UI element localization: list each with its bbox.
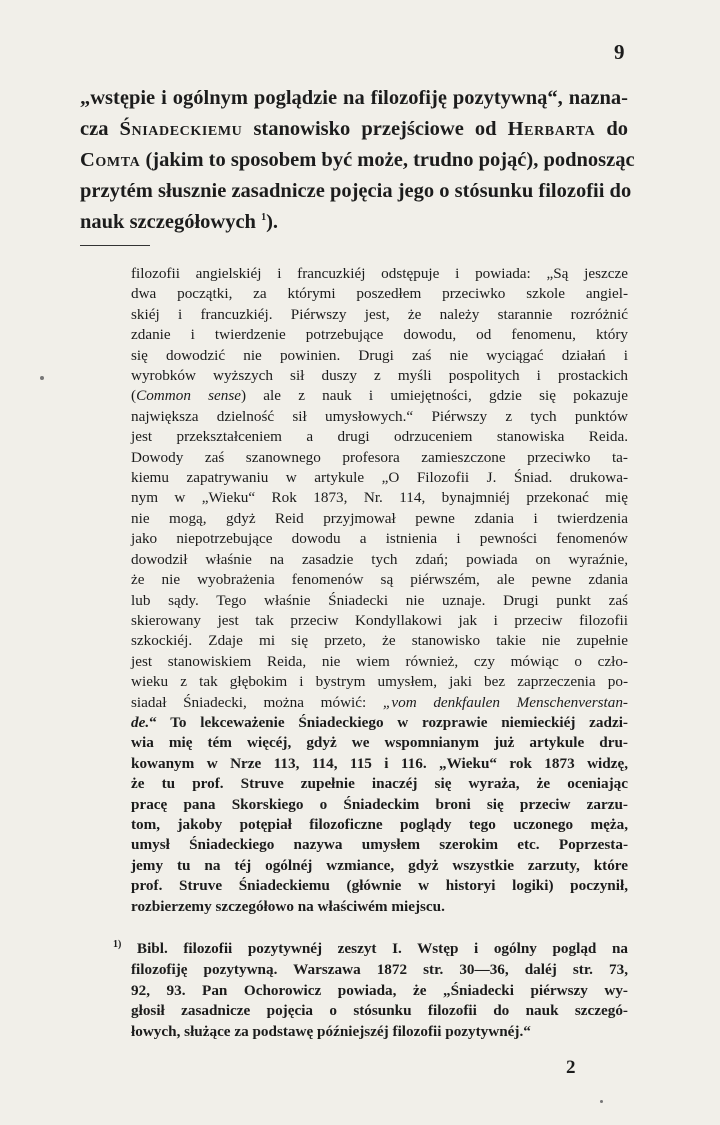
footnote-continuation — [131, 264, 628, 917]
italic-quote: de. — [131, 713, 150, 731]
footnote-line: jest przekształceniem a drugi odrzuceniem stanowiska Reida. — [131, 428, 628, 446]
footnote-line: wyrobków wyższych sił duszy z myśli pospolitych i prostackich — [131, 367, 628, 385]
text-fragment: ) ale z nauk i umiejętności, gdzie się pokazuje — [241, 387, 628, 405]
text-fragment: do — [595, 118, 629, 140]
footnote-line: pracę pana Skorskiego o Śniadeckim broni się przeciw zarzu- — [131, 795, 628, 813]
footnote-divider — [80, 245, 150, 246]
italic-phrase: Common sense — [136, 387, 242, 405]
text-fragment: siadał Śniadecki, można mówić: — [131, 693, 383, 711]
footnote-line: dwa początki, za którymi poszedłem przeciwko szkole angiel- — [131, 285, 628, 303]
footnote-line: zdanie i twierdzenie potrzebujące dowodu, od fenomenu, który — [131, 326, 628, 344]
main-paragraph — [80, 83, 635, 238]
footnote-line: głosił zasadnicze pojęcia o stósunku filozofii do nauk szczegó- — [131, 1002, 628, 1020]
footnote-line — [131, 693, 628, 713]
footnote-line: łowych, służące za podstawę późniejszéj filozofii pozytywnéj.“ — [131, 1023, 531, 1041]
footnote-line — [131, 386, 628, 406]
text-fragment: ( — [131, 387, 137, 405]
text-fragment: stanowisko przejściowe od — [242, 118, 508, 140]
footnote-marker: 1) — [113, 938, 122, 950]
footnote-reference: 1 — [261, 212, 267, 224]
footnote-line: dowodził właśnie na zasadzie tych zdań; powiada on wyraźnie, — [131, 550, 628, 568]
footnote-line: kiemu zapatrywaniu w artykule „O Filozofii J. Śniad. drukowa- — [131, 469, 628, 487]
footnote-line: nie mogą, gdyż Reid przyjmował pewne zdania i twierdzenia — [131, 509, 628, 527]
footnote-line: największa dzielność sił umysłowych.“ Piérwszy z tych punktów — [131, 407, 628, 425]
footnote-line: filozofiję pozytywną. Warszawa 1872 str. 30—36, daléj str. 73, — [131, 960, 628, 978]
text-fragment: (jakim to sposobem być może, trudno pojąć), podnosząc — [140, 149, 635, 171]
main-line-4: przytém słusznie zasadnicze pojęcia jego o stósunku filozofii do — [80, 180, 632, 202]
main-line-2 — [80, 114, 628, 145]
footnote-line — [131, 713, 628, 733]
footnote-line: jest stanowiskiem Reida, nie wiem również, czy mówiąc o czło- — [131, 652, 628, 670]
footnote-line: Dowody zaś szanownego profesora zamieszczone przeciwko ta- — [131, 448, 628, 466]
footnote-line: filozofii angielskiéj i francuzkiéj odstępuje i powiada: „Są jeszcze — [131, 265, 628, 282]
name-comte: Comta — [80, 149, 141, 171]
footnote-1 — [113, 939, 628, 1043]
footnote-line: wia mię tém więcéj, gdyż we wspomnianym już artykule dru- — [131, 734, 628, 752]
footnote-line: jako niepotrzebujące dowodu a istnienia i pewności fenomenów — [131, 530, 628, 548]
text-fragment: cza — [80, 118, 120, 140]
paper-speck — [600, 1100, 603, 1103]
footnote-line: jemy tu na téj ogólnéj wzmiance, gdyż wszystkie zarzuty, które — [131, 856, 628, 874]
text-fragment: “ To lekceważenie Śniadeckiego w rozprawie niemieckiéj zadzi- — [149, 713, 628, 731]
footnote-line: się dowodzić nie powinien. Drugi zaś nie wyciągać działań i — [131, 346, 628, 364]
footnote-line: skiéj i francuzkiéj. Piérwszy jest, że należy starannie rozróżnić — [131, 305, 628, 323]
text-fragment: nauk szczegółowych — [80, 211, 262, 233]
name-herbart: Herbarta — [507, 118, 596, 140]
italic-quote: „vom denkfaulen Menschenverstan- — [382, 693, 628, 711]
footnote-line: umysł Śniadeckiego nazywa umysłem szerokim etc. Poprzesta- — [131, 836, 628, 854]
footnote-line: wieku z tak głębokim i bystrym umysłem, jaki bez zaprzeczenia po- — [131, 673, 628, 691]
footnote-line: szkockiéj. Zdaje mi się przeto, że stanowisko takie nie zupełnie — [131, 632, 628, 650]
footnote-line: nym w „Wieku“ Rok 1873, Nr. 114, bynajmniéj przekonać mię — [131, 489, 628, 507]
footnote-line — [113, 939, 628, 960]
footnote-line: 92, 93. Pan Ochorowicz powiada, że „Śniadecki piérwszy wy- — [131, 981, 628, 999]
footnote-line: kowanym w Nrze 113, 114, 115 i 116. „Wieku“ rok 1873 widzę, — [131, 754, 628, 772]
main-line-3 — [80, 145, 635, 176]
paper-speck — [40, 376, 44, 380]
printer-signature-mark: 2 — [566, 1057, 576, 1078]
footnote-line: prof. Struve Śniadeckiemu (głównie w historyi logiki) poczynił, — [131, 877, 628, 895]
main-line-1: „wstępie i ogólnym poglądzie na filozofiję pozytywną“, nazna- — [80, 87, 628, 109]
footnote-line: rozbierzemy szczegółowo na właściwém miejscu. — [131, 897, 445, 915]
footnote-line: skierowany jest tak przeciw Kondyllakowi jak i przeciw filozofii — [131, 611, 628, 629]
page-number: 9 — [614, 40, 625, 64]
footnote-line: lub sądy. Tego właśnie Śniadecki nie uznaje. Drugi punkt zaś — [131, 591, 628, 609]
main-line-5 — [80, 207, 628, 238]
footnote-line: że nie wyobrażenia fenomenów są piérwszém, ale pewne zdania — [131, 571, 628, 589]
text-fragment: ). — [266, 211, 279, 233]
footnote-line: że tu prof. Struve zupełnie inaczéj się wyraża, że oceniając — [131, 775, 628, 793]
text-fragment: Bibl. filozofii pozytywnéj zeszyt I. Wstęp i ogólny pogląd na — [121, 940, 628, 957]
name-sniadecki: Śniadeckiemu — [119, 118, 243, 140]
footnote-line: tom, jakoby potępiał filozoficzne poglądy tego uczonego męża, — [131, 815, 628, 833]
